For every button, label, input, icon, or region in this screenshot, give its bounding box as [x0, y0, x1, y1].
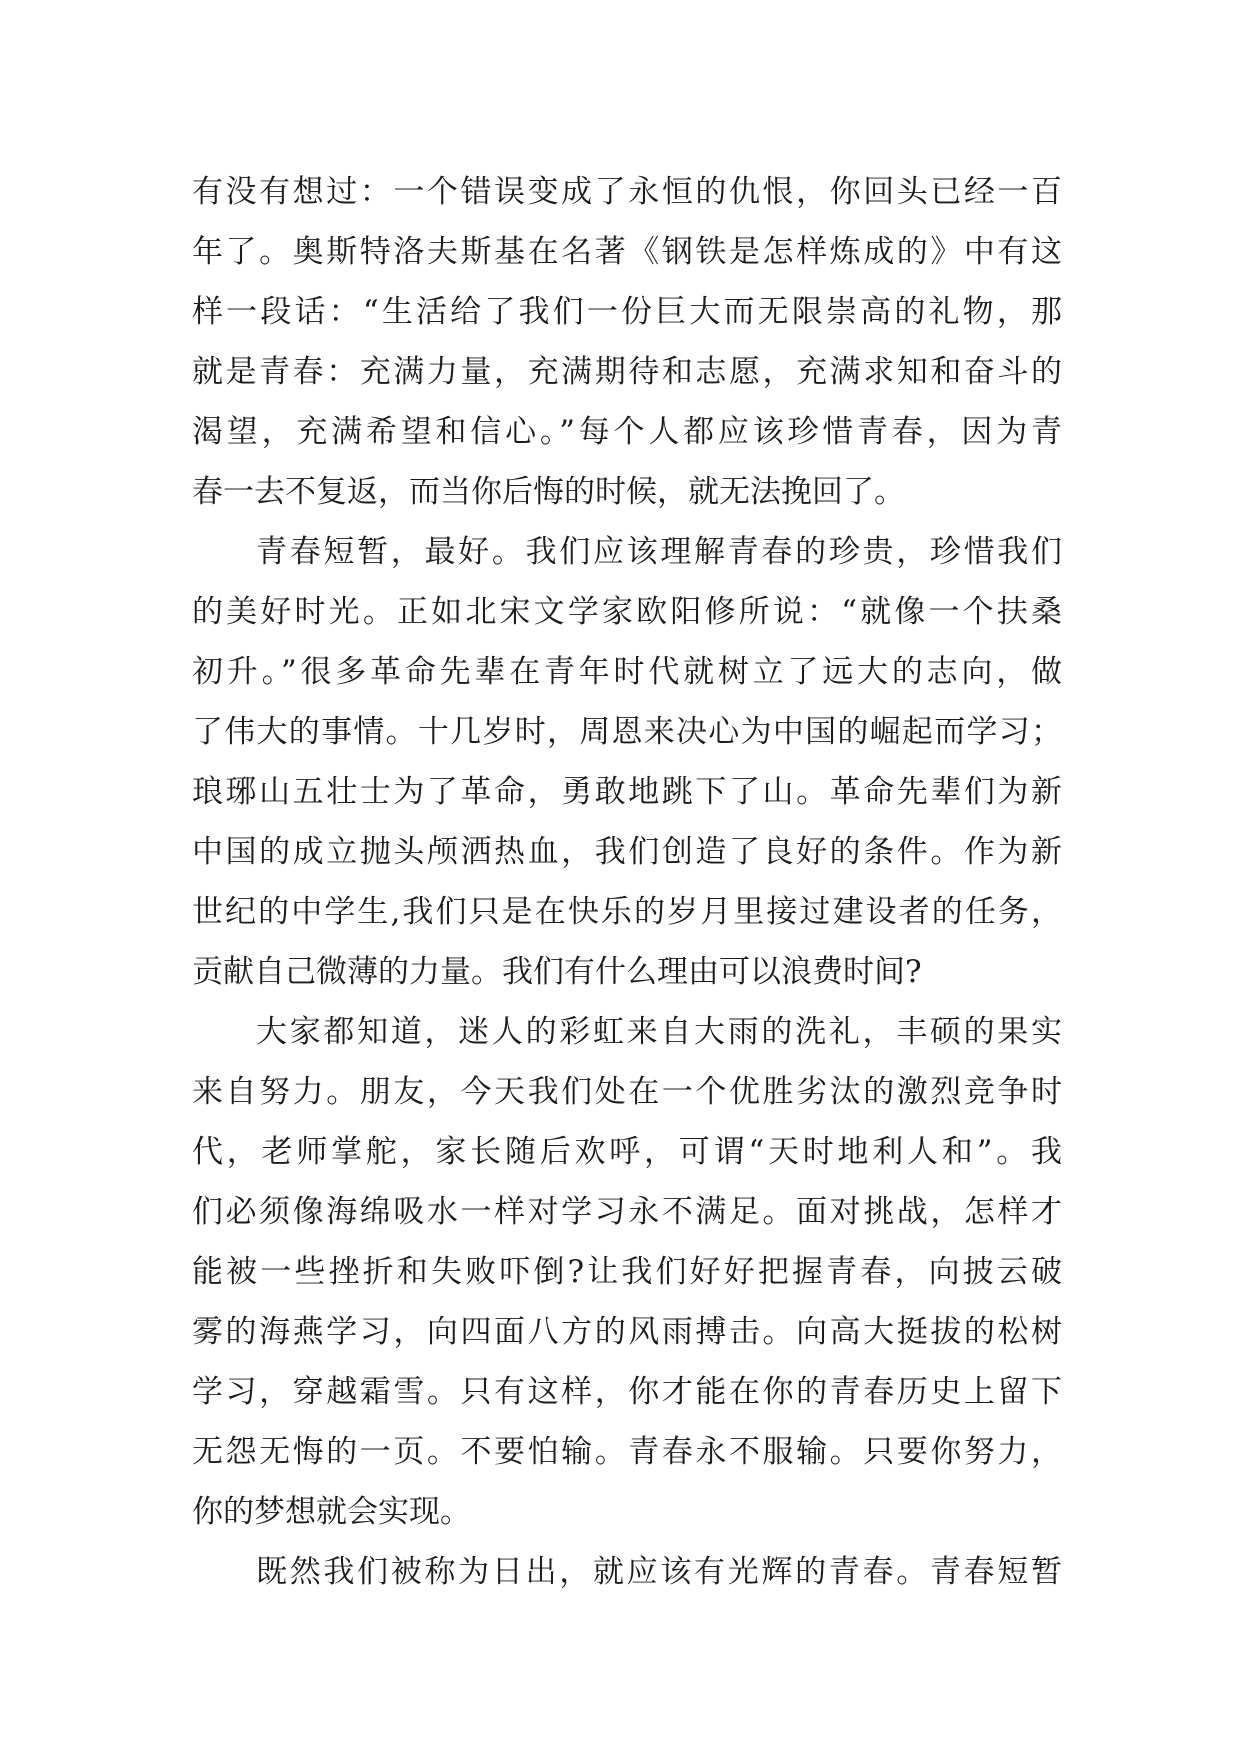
paragraph-first-line: 既然我们被称为日出，就应该有光辉的青春。青春短暂 — [256, 1554, 1062, 1590]
text-line: 们必须像海绵吸水一样对学习永不满足。面对挑战，怎样才 — [192, 1194, 1062, 1230]
text-line: 世纪的中学生,我们只是在快乐的岁月里接过建设者的任务， — [192, 894, 1062, 930]
text-line: 春一去不复返，而当你后悔的时候，就无法挽回了。 — [192, 474, 905, 510]
text-line: 了伟大的事情。十几岁时，周恩来决心为中国的崛起而学习； — [192, 714, 1062, 750]
text-line: 雾的海燕学习，向四面八方的风雨搏击。向高大挺拔的松树 — [192, 1314, 1062, 1350]
text-line: 样一段话：“生活给了我们一份巨大而无限崇高的礼物，那 — [192, 294, 1062, 330]
text-line: 年了。奥斯特洛夫斯基在名著《钢铁是怎样炼成的》中有这 — [192, 234, 1062, 270]
paragraph-first-line: 大家都知道，迷人的彩虹来自大雨的洗礼，丰硕的果实 — [256, 1014, 1062, 1050]
body-text — [192, 162, 1062, 1602]
text-line: 能被一些挫折和失败吓倒?让我们好好把握青春，向披云破 — [192, 1254, 1062, 1290]
text-line: 来自努力。朋友，今天我们处在一个优胜劣汰的激烈竞争时 — [192, 1074, 1062, 1110]
text-line: 琅琊山五壮士为了革命，勇敢地跳下了山。革命先辈们为新 — [192, 774, 1062, 810]
text-line: 无怨无悔的一页。不要怕输。青春永不服输。只要你努力， — [192, 1434, 1062, 1470]
text-line: 代，老师掌舵，家长随后欢呼，可谓“天时地利人和”。我 — [192, 1134, 1062, 1170]
text-line: 的美好时光。正如北宋文学家欧阳修所说：“就像一个扶桑 — [192, 594, 1062, 630]
text-line: 学习，穿越霜雪。只有这样，你才能在你的青春历史上留下 — [192, 1374, 1062, 1410]
text-line: 中国的成立抛头颅洒热血，我们创造了良好的条件。作为新 — [192, 834, 1062, 870]
text-line: 就是青春：充满力量，充满期待和志愿，充满求知和奋斗的 — [192, 354, 1062, 390]
paragraph-first-line: 青春短暂，最好。我们应该理解青春的珍贵，珍惜我们 — [256, 534, 1062, 570]
text-line: 你的梦想就会实现。 — [192, 1494, 471, 1530]
text-line: 渴望，充满希望和信心。”每个人都应该珍惜青春，因为青 — [192, 414, 1062, 450]
text-line: 有没有想过：一个错误变成了永恒的仇恨，你回头已经一百 — [192, 174, 1062, 210]
text-line: 贡献自己微薄的力量。我们有什么理由可以浪费时间? — [192, 954, 922, 990]
text-line: 初升。”很多革命先辈在青年时代就树立了远大的志向，做 — [192, 654, 1062, 690]
